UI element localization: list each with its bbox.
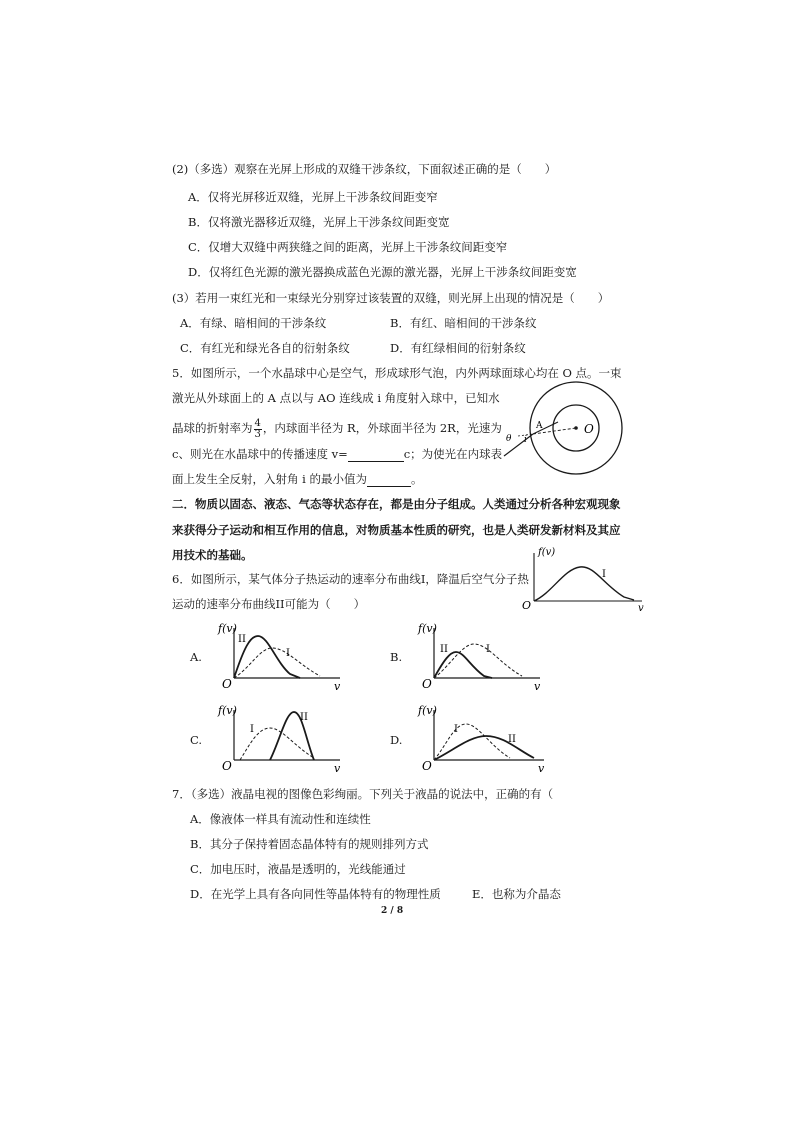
q5-line3-pre: 晶球的折射率为 (172, 421, 253, 435)
svg-text:I: I (286, 648, 290, 659)
q2-option-a: A．仅将光屏移近双缝，光屏上干涉条纹间距变窄 (188, 190, 438, 204)
q5-line1: 5．如图所示，一个水晶球中心是空气，形成球形气泡，内外两球面球心均在 O 点。一束 (172, 366, 622, 380)
q7-option-c: C．加电压时，液晶是透明的，光线能通过 (190, 862, 406, 876)
svg-text:II: II (238, 634, 246, 645)
q7-option-b: B．其分子保持着固态晶体特有的规则排列方式 (190, 837, 429, 851)
q5-answer-blank-1[interactable] (348, 449, 404, 462)
svg-text:O: O (222, 677, 232, 691)
svg-text:v: v (334, 680, 341, 693)
q7-option-e: E．也称为介晶态 (472, 887, 561, 901)
q2-stem: (2)（多选）观察在光屏上形成的双缝干涉条纹，下面叙述正确的是（ ） (172, 162, 557, 176)
q6-option-d-graph[interactable] (410, 700, 550, 775)
svg-text:II: II (440, 644, 448, 655)
q3-option-a: A．有绿、暗相间的干涉条纹 (180, 316, 327, 330)
center-point (574, 426, 578, 430)
svg-text:v: v (334, 762, 341, 775)
q3-option-b: B．有红、暗相间的干涉条纹 (390, 316, 537, 330)
q5-fraction: $\frac{4}{3}$ (254, 417, 261, 440)
label-a: A (536, 421, 543, 431)
q5-line3-post: ，内球面半径为 R，外球面半径为 2R，光速为 (262, 421, 502, 435)
svg-text:O: O (422, 677, 432, 691)
axis-fv: f(v) (538, 547, 556, 558)
q5-line4: c、则光在水晶球中的传播速度 v= c；为使光在内球表 (172, 447, 503, 461)
svg-text:O: O (222, 759, 232, 773)
svg-text:v: v (538, 762, 545, 775)
q5-line3 (172, 414, 502, 442)
q6-option-c-graph[interactable] (210, 700, 345, 775)
svg-text:II: II (300, 712, 308, 723)
q3-option-d: D．有红绿相间的衍射条纹 (390, 341, 526, 355)
q6-option-b-label: B. (390, 650, 403, 664)
q6-option-c-label: C. (190, 733, 203, 747)
svg-text:O: O (422, 759, 432, 773)
section2-line1: 二．物质以固态、液态、气态等状态存在，都是由分子组成。人类通过分析各种宏观现象 (172, 497, 621, 511)
curve-i (534, 567, 634, 601)
svg-text:f(v): f(v) (218, 704, 237, 717)
q3-stem: (3）若用一束红光和一束绿光分别穿过该装置的双缝，则光屏上出现的情况是（ ） (172, 291, 610, 305)
label-curve-i: I (602, 569, 606, 580)
q2-option-c: C．仅增大双缝中两狭缝之间的距离，光屏上干涉条纹间距变窄 (188, 240, 508, 254)
svg-text:I: I (486, 644, 490, 655)
page-number: 2 / 8 (381, 906, 404, 916)
section2-line2: 来获得分子运动和相互作用的信息，对物质基本性质的研究，也是人类研发新材料及其应 (172, 523, 621, 537)
svg-text:f(v): f(v) (218, 622, 237, 635)
q6-option-a-graph[interactable] (210, 618, 345, 693)
svg-text:f(v): f(v) (418, 704, 437, 717)
svg-text:I: I (250, 724, 254, 735)
section2-line3: 用技术的基础。 (172, 548, 253, 562)
q7-option-d: D．在光学上具有各向同性等晶体特有的物理性质 (190, 887, 441, 901)
svg-text:I: I (454, 724, 458, 735)
q7-stem: 7．（多选）液晶电视的图像色彩绚丽。下列关于液晶的说法中，正确的有（ (172, 787, 554, 801)
q6-option-a-label: A. (190, 650, 202, 664)
q6-reference-graph (518, 543, 648, 615)
q6-line1: 6．如图所示，某气体分子热运动的速率分布曲线I，降温后空气分子热 (172, 572, 529, 586)
origin-o: O (522, 599, 532, 612)
label-o: O (584, 422, 594, 436)
q6-option-d-label: D. (390, 733, 403, 747)
q7-option-a: A．像液体一样具有流动性和连续性 (190, 812, 371, 826)
svg-text:v: v (534, 680, 541, 693)
label-i: i (524, 435, 527, 445)
q2-option-b: B．仅将激光器移近双缝，光屏上干涉条纹间距变宽 (188, 215, 450, 229)
q5-line5: 面上发生全反射，入射角 i 的最小值为 。 (172, 472, 423, 486)
axis-v: v (638, 603, 644, 614)
svg-text:f(v): f(v) (418, 622, 437, 635)
q3-option-c: C．有红光和绿光各自的衍射条纹 (180, 341, 350, 355)
q5-answer-blank-2[interactable] (367, 474, 411, 487)
q6-option-b-graph[interactable] (410, 618, 545, 693)
q5-line2: 激光从外球面上的 A 点以与 AO 连线成 i 角度射入球中，已知水 (172, 391, 500, 405)
svg-text:II: II (508, 734, 516, 745)
q5-crystal-ball-figure (498, 378, 628, 496)
q6-line2: 运动的速率分布曲线II可能为（ ） (172, 597, 366, 611)
q2-option-d: D．仅将红色光源的激光器换成蓝色光源的激光器，光屏上干涉条纹间距变宽 (188, 265, 577, 279)
label-theta: θ (506, 434, 512, 444)
